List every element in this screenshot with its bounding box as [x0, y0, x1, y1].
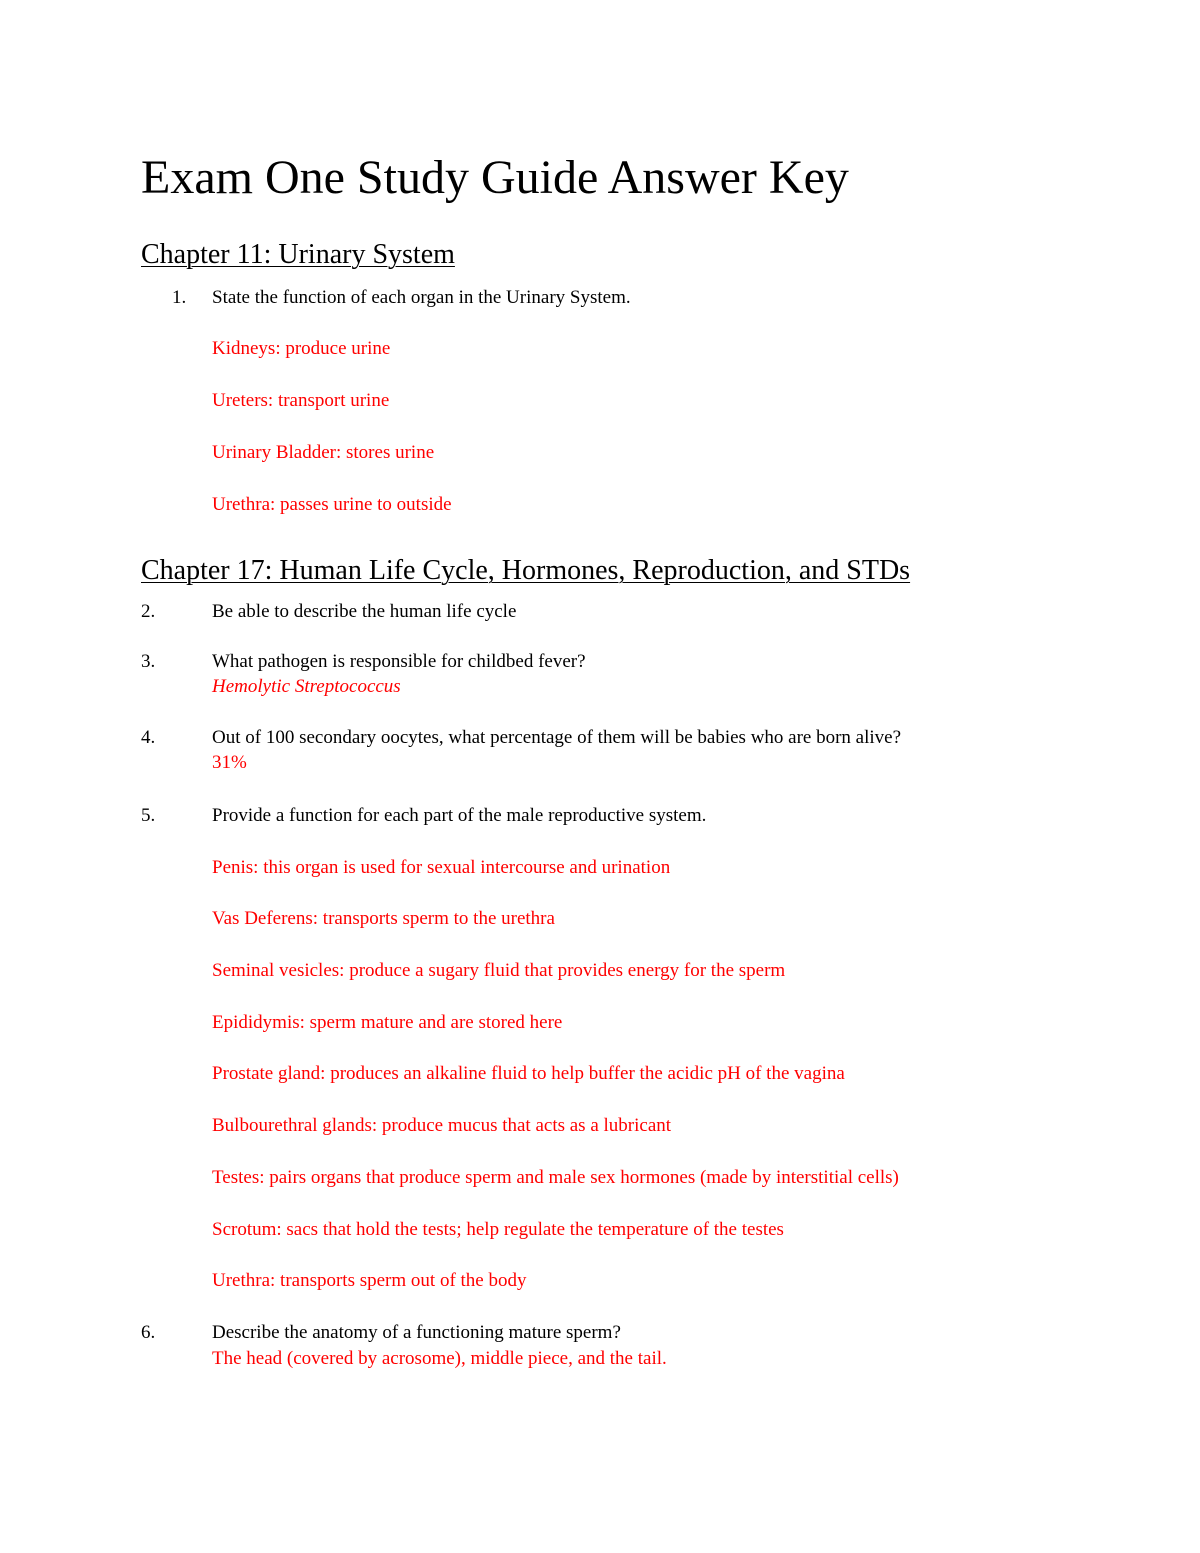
- document-title: Exam One Study Guide Answer Key: [141, 151, 849, 204]
- answer-line: 31%: [212, 752, 247, 773]
- answer-line: Urethra: transports sperm out of the body: [212, 1270, 527, 1291]
- question-text: Describe the anatomy of a functioning mature sperm?: [212, 1322, 621, 1343]
- answer-line: Testes: pairs organs that produce sperm and male sex hormones (made by interstitial cells): [212, 1167, 899, 1188]
- chapter-11-heading: Chapter 11: Urinary System: [141, 239, 455, 270]
- answer-line: Kidneys: produce urine: [212, 338, 391, 359]
- question-text: What pathogen is responsible for childbed fever?: [212, 651, 586, 672]
- answer-line: Scrotum: sacs that hold the tests; help regulate the temperature of the testes: [212, 1219, 784, 1240]
- answer-line: Vas Deferens: transports sperm to the urethra: [212, 908, 555, 929]
- answer-line: Urethra: passes urine to outside: [212, 494, 452, 515]
- question-number: 5.: [141, 805, 156, 826]
- answer-line: The head (covered by acrosome), middle piece, and the tail.: [212, 1348, 667, 1369]
- answer-line: Urinary Bladder: stores urine: [212, 442, 435, 463]
- answer-line: Seminal vesicles: produce a sugary fluid that provides energy for the sperm: [212, 960, 786, 981]
- question-number: 1.: [172, 287, 187, 308]
- question-number: 6.: [141, 1322, 156, 1343]
- answer-line: Penis: this organ is used for sexual intercourse and urination: [212, 857, 671, 878]
- question-text: State the function of each organ in the Urinary System.: [212, 287, 631, 308]
- answer-line: Prostate gland: produces an alkaline fluid to help buffer the acidic pH of the vagina: [212, 1063, 845, 1084]
- question-text: Provide a function for each part of the male reproductive system.: [212, 805, 707, 826]
- question-number: 3.: [141, 651, 156, 672]
- question-text: Out of 100 secondary oocytes, what percentage of them will be babies who are born alive?: [212, 727, 902, 748]
- answer-line: Hemolytic Streptococcus: [212, 676, 401, 697]
- question-text: Be able to describe the human life cycle: [212, 601, 517, 622]
- answer-line: Epididymis: sperm mature and are stored here: [212, 1012, 563, 1033]
- answer-line: Bulbourethral glands: produce mucus that acts as a lubricant: [212, 1115, 672, 1136]
- answer-line: Ureters: transport urine: [212, 390, 390, 411]
- question-number: 4.: [141, 727, 156, 748]
- question-number: 2.: [141, 601, 156, 622]
- chapter-17-heading: Chapter 17: Human Life Cycle, Hormones, Reproduction, and STDs: [141, 555, 911, 586]
